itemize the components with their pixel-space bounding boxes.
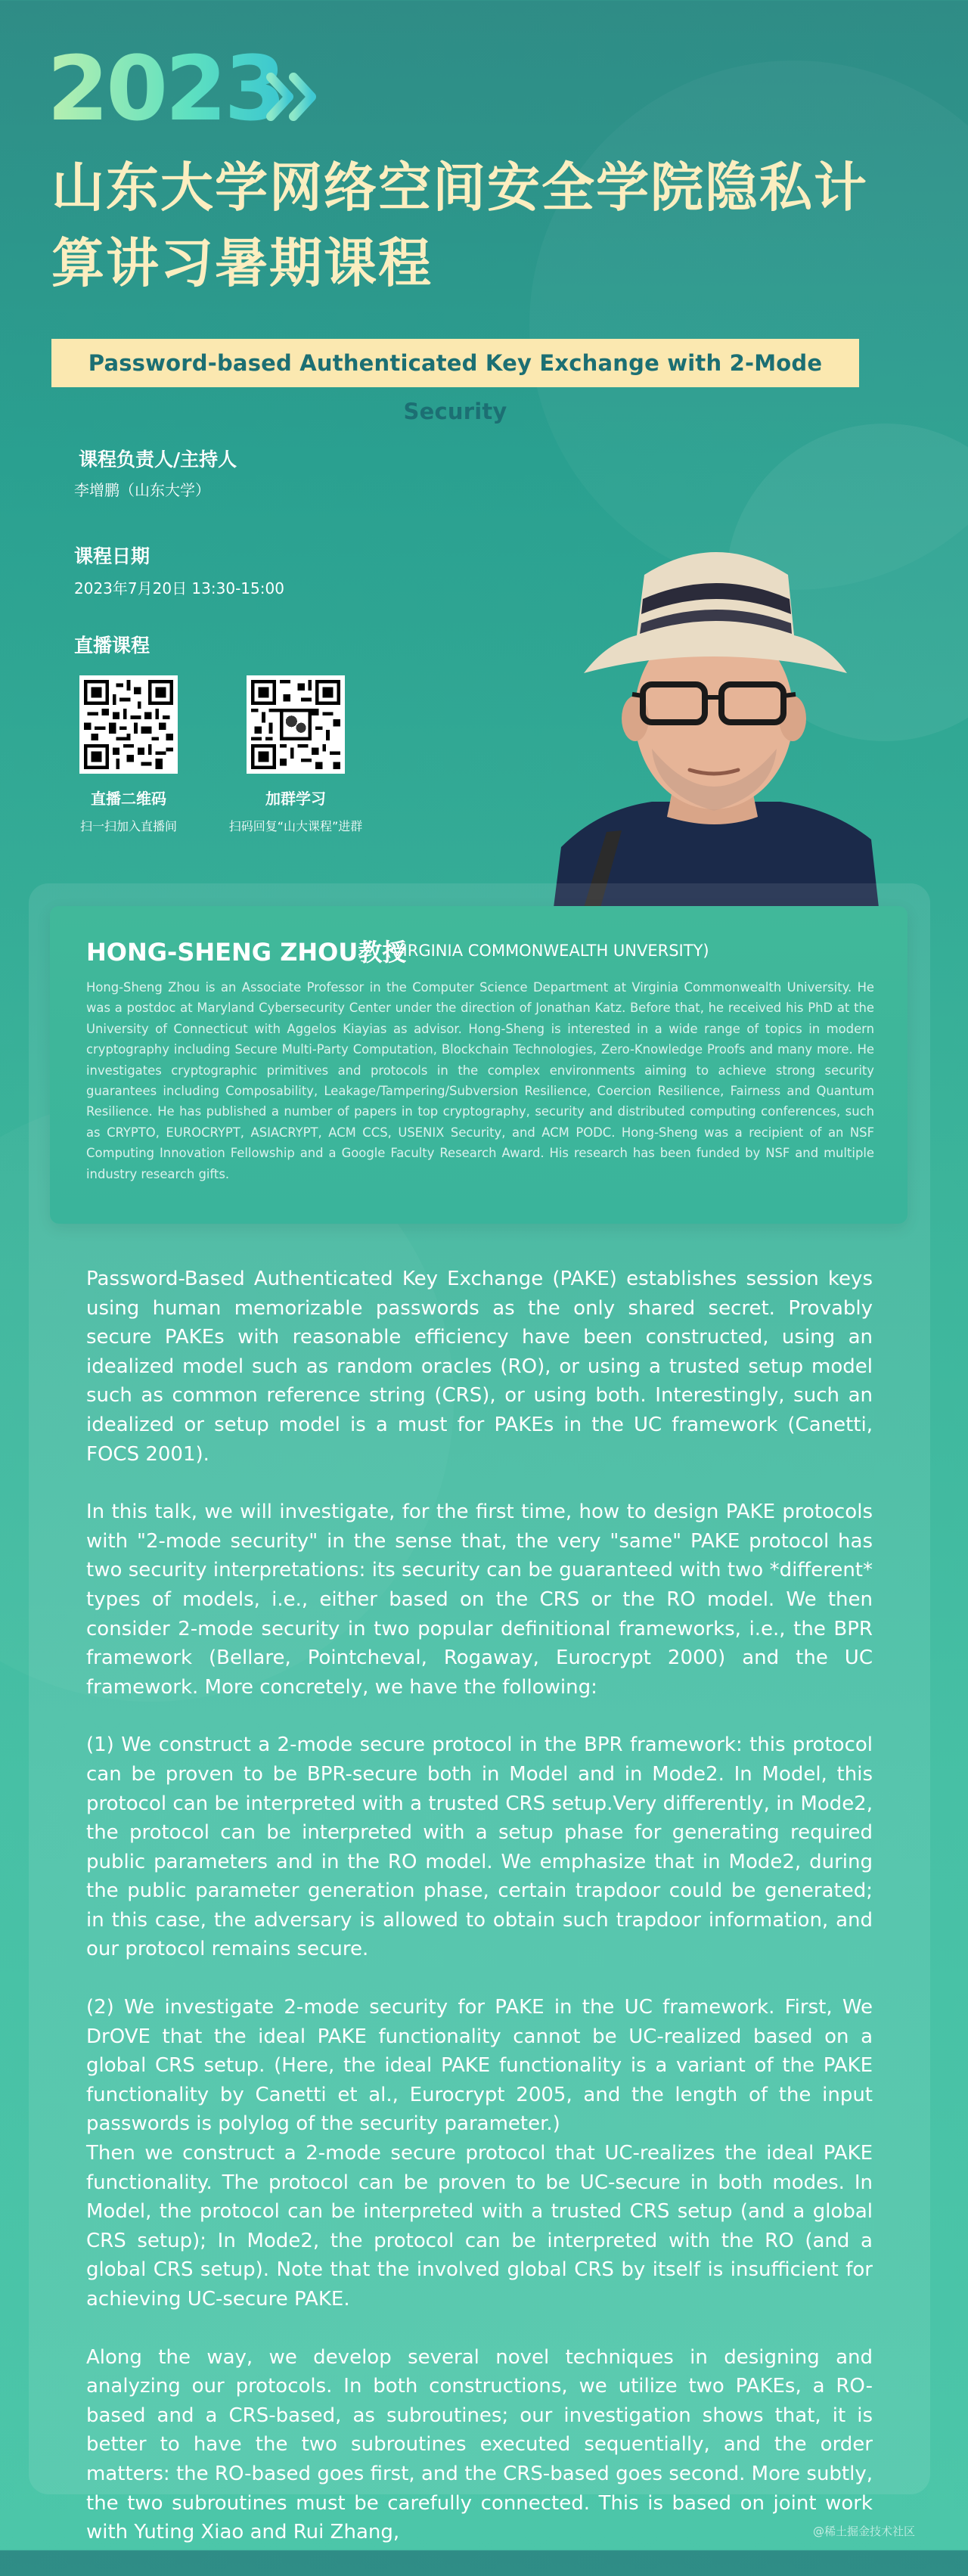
group-qr-caption: 加群学习 [265,790,326,808]
live-label: 直播课程 [74,635,150,656]
watermark: @稀土掘金技术社区 [813,2525,916,2538]
abstract-paragraph: Password-Based Authenticated Key Exchange (PAKE) establishes session keys using human memorizable passwords as the only shared secret. Provably secure PAKEs with reasonable efficiency have been constructed, using an idealized model such as random oracles (RO), or using a trusted setup model such as common reference string (CRS), or using both. Interestingly, such an idealized or setup model is a must for PAKEs in the UC framework (Canetti, FOCS 2001). [86,1268,873,1466]
qr-code-icon [84,680,173,769]
year-heading: 2023 [47,36,284,141]
double-chevron-icon [266,67,319,127]
live-qr-code [79,675,178,774]
host-value: 李增鹏（山东大学） [74,481,210,499]
date-value: 2023年7月20日 13:30-15:00 [74,579,284,597]
host-label: 课程负责人/主持人 [79,448,237,470]
page-title: 山东大学网络空间安全学院隐私计算讲习暑期课程 [51,157,868,294]
qr-code-icon [251,680,340,769]
talk-abstract [86,1265,873,2576]
abstract-paragraph: Along the way, we develop several novel techniques in designing and analyzing our protocols. In both constructions, we utilize two PAKEs, a RO-based and a CRS-based, as subroutines; our investigation shows that, it is better to have the two subroutines executed sequentially, and the order matters: the RO-based goes first, and the CRS-based goes second. More subtly, the two subroutines must be carefully connected. This is based on joint work with Yuting Xiao and Rui Zhang, [86,2345,873,2544]
live-qr-subcaption: 扫一扫加入直播间 [79,819,177,833]
abstract-paragraph: In this talk, we will investigate, for the first time, how to design PAKE protocols with "2-mode security" in the sense that, the very "same" PAKE protocol has two security interpretations: its security can be guaranteed with two *different* types of models, i.e., either based on the CRS or the RO model. We then consider 2-mode security in two popular definitional frameworks, i.e., the BPR framework (Bellare, Pointcheval, Rogaway, Eurocrypt 2000) and the UC framework. More concretely, we have the following: [86,1501,873,1699]
talk-title-banner: Password-based Authenticated Key Exchange with 2-Mode Security [51,339,859,387]
group-qr-subcaption: 扫码回复“山大课程”进群 [228,819,363,833]
date-label: 课程日期 [74,545,150,567]
abstract-paragraph: Then we construct a 2-mode secure protocol that UC-realizes the ideal PAKE functionality. The protocol can be proven to be UC-secure in both modes. In Model, the protocol can be interpreted with a trusted CRS setup (and a global CRS setup); In Mode2, the protocol can be interpreted with the RO (and a global CRS setup). Note that the involved global CRS by itself is insufficient for achieving UC-secure PAKE. [86,2142,873,2311]
abstract-paragraph: (2) We investigate 2-mode security for PAKE in the UC framework. First, We DrOVE that the ideal PAKE functionality cannot be UC-realized based on a global CRS setup. (Here, the ideal PAKE functionality is a variant of the PAKE functionality by Canetti et al., Eurocrypt 2005, and the length of the input passwords is polylog of the security parameter.) [86,1996,873,2136]
live-qr-caption: 直播二维码 [91,790,166,808]
speaker-portrait [554,529,879,908]
speaker-name: HONG-SHENG ZHOU教授 [86,938,407,967]
speaker-bio: Hong-Sheng Zhou is an Associate Professor in the Computer Science Department at Virginia Commonwealth University. He was a postdoc at Maryland Cybersecurity Center under the direction of Jonathan Katz. Before that, he received his PhD at the University of Connecticut with Aggelos Kiayias as advisor. Hong-Sheng is interested in a wide range of topics in modern cryptography including Secure Multi-Party Computation, Blockchain Technologies, Zero-Knowledge Proofs and many more. He investigates cryptographic primitives and protocols in the complex environments aiming to achieve strong security guarantees including Composability, Leakage/Tampering/Subversion Resilience, Coercion Resilience, Fairness and Quantum Resilience. He has published a number of papers in top cryptography, security and distributed computing conferences, such as CRYPTO, EUROCRYPT, ASIACRYPT, ACM CCS, USENIX Security, and ACM PODC. Hong-Sheng was a recipient of an NSF Computing Innovation Fellowship and a Google Faculty Research Award. His research has been funded by NSF and multiple industry research gifts. [86,980,874,1181]
speaker-affiliation: (VIRGINIA COMMONWEALTH UNVERSITY) [386,942,709,960]
group-qr-code [247,675,345,774]
abstract-paragraph: (1) We construct a 2-mode secure protocol in the BPR framework: this protocol can be proven to be BPR-secure both in Model and in Mode2. In Model, this protocol can be interpreted with a trusted CRS setup.Very differently, in Mode2, the protocol can be interpreted with a setup phase for generating required public parameters and in the RO model. We emphasize that in Mode2, during the public parameter generation phase, certain trapdoor could be generated; in this case, the adversary is allowed to obtain such trapdoor information, and our protocol remains secure. [86,1733,873,1961]
